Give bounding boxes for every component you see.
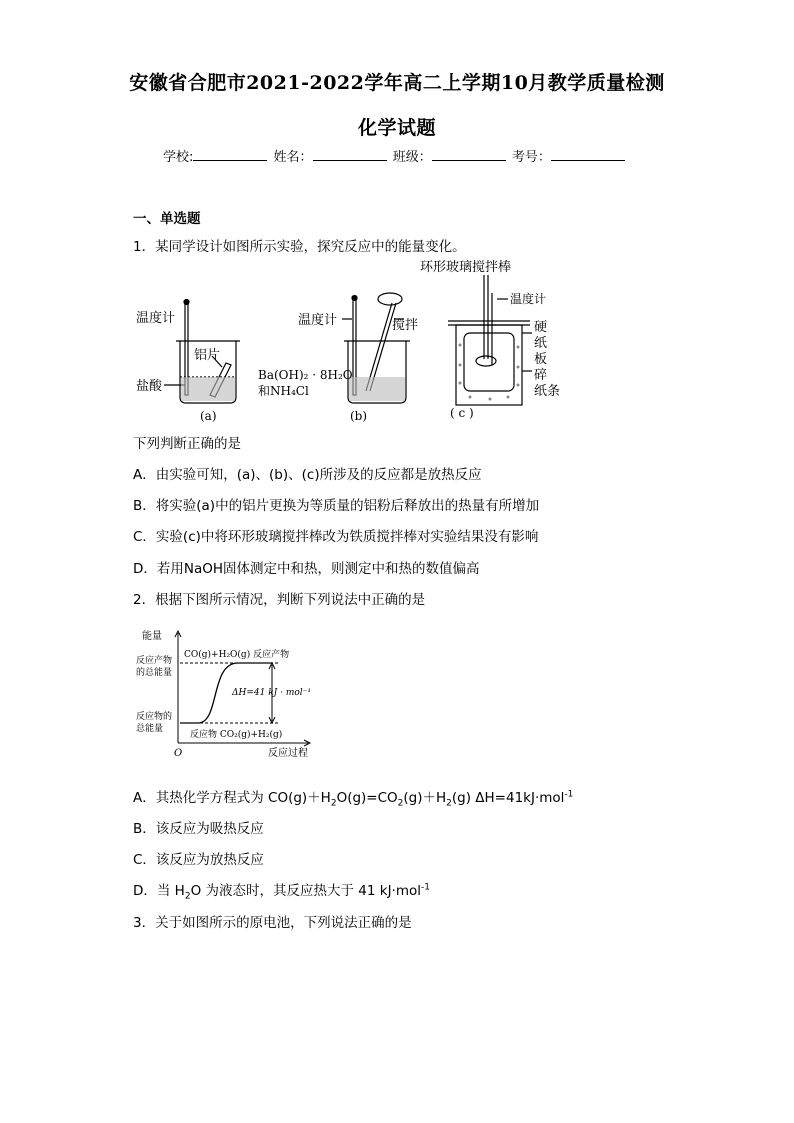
q1-option-d: D．若用NaOH固体测定中和热，则测定中和热的数值偏高 — [133, 561, 480, 577]
q2-a-sup: -1 — [564, 789, 574, 800]
a-thermometer-label: 温度计 — [136, 311, 176, 326]
origin-label: O — [174, 748, 183, 759]
b-stir-label: 搅拌 — [392, 318, 419, 333]
q2-a-sub-1: 2 — [330, 798, 337, 809]
a-al-label: 铝片 — [194, 348, 221, 363]
c-board-1: 硬 — [534, 320, 548, 335]
name-label: 姓名： — [273, 150, 313, 165]
section-heading: 一、单选题 — [133, 211, 201, 227]
c-caption: ( c ) — [450, 406, 474, 420]
q2-d-sub: 2 — [184, 891, 191, 902]
c-board-2: 纸 — [534, 336, 548, 351]
name-blank[interactable] — [313, 148, 387, 161]
x-axis-label: 反应过程 — [268, 748, 308, 759]
c-stirrer-label: 环形玻璃搅拌棒 — [420, 260, 512, 275]
c-paper-1: 碎 — [534, 368, 548, 383]
q1-prompt: 下列判断正确的是 — [133, 436, 241, 452]
student-info-row — [163, 146, 627, 165]
q2-a-text-1: A．其热化学方程式为 CO(g)＋H — [133, 790, 331, 806]
q1-option-b: B．将实验(a)中的铝片更换为等质量的铝粉后释放出的热量有所增加 — [133, 498, 540, 514]
q2-a-sub-3: 2 — [446, 798, 452, 809]
c-board-3: 板 — [534, 352, 548, 367]
q1-stem: 1．某同学设计如图所示实验，探究反应中的能量变化。 — [133, 239, 466, 255]
a-caption: (a) — [200, 409, 217, 423]
q2-option-d — [133, 879, 430, 902]
products-energy-label-2: 的总能量 — [136, 668, 173, 678]
q1-option-a: A．由实验可知，(a)、(b)、(c)所涉及的反应都是放热反应 — [133, 467, 482, 483]
q2-d-text-2: O 为液态时，其反应热大于 41 kJ·mol — [190, 883, 422, 899]
q2-option-a — [133, 786, 573, 809]
q2-a-sub-2: 2 — [397, 798, 404, 809]
exam-title: 安徽省合肥市2021-2022学年高二上学期10月教学质量检测 — [129, 72, 665, 94]
class-blank[interactable] — [432, 148, 506, 161]
reactants-energy-label-2: 总能量 — [136, 724, 164, 734]
q2-a-text-2: O(g)=CO — [336, 790, 398, 806]
q3-stem: 3．关于如图所示的原电池，下列说法正确的是 — [133, 915, 412, 931]
a-hcl-label: 盐酸 — [136, 379, 163, 394]
reactants-bottom-label: 反应物 CO₂(g)+H₂(g) — [190, 730, 283, 740]
b-reagent-line1: Ba(OH)₂ · 8H₂O — [258, 368, 353, 382]
q2-option-c: C．该反应为放热反应 — [133, 852, 264, 868]
delta-h-label: ΔH=41 kJ · mol⁻¹ — [232, 688, 312, 698]
c-paper-2: 纸条 — [534, 384, 561, 399]
exam-subtitle: 化学试题 — [357, 117, 436, 139]
school-label: 学校: — [163, 150, 194, 165]
b-reagent-line2: 和NH₄Cl — [258, 384, 309, 398]
products-energy-label-1: 反应产物 — [136, 656, 173, 666]
class-label: 班级： — [392, 150, 432, 165]
products-top-label: CO(g)+H₂O(g) 反应产物 — [184, 650, 290, 660]
q2-d-text-1: D．当 H — [133, 883, 185, 899]
q1-option-c: C．实验(c)中将环形玻璃搅拌棒改为铁质搅拌棒对实验结果没有影响 — [133, 529, 539, 545]
q1-apparatus-figure — [130, 255, 570, 427]
y-axis-label: 能量 — [142, 631, 162, 642]
q2-energy-diagram — [130, 625, 330, 765]
number-label: 考号： — [511, 150, 551, 165]
q2-option-b: B．该反应为吸热反应 — [133, 821, 264, 837]
q2-a-text-3: (g)＋H — [403, 790, 447, 806]
b-thermometer-label: 温度计 — [298, 313, 338, 328]
q2-stem: 2．根据下图所示情况，判断下列说法中正确的是 — [133, 592, 426, 608]
number-blank[interactable] — [551, 148, 625, 161]
c-thermometer-label: 温度计 — [510, 292, 547, 306]
q2-d-sup: -1 — [421, 882, 430, 893]
reactants-energy-label-1: 反应物的 — [136, 712, 173, 722]
school-blank[interactable] — [193, 148, 267, 161]
q2-a-text-4: (g) ΔH=41kJ·mol — [451, 790, 565, 806]
b-caption: (b) — [350, 409, 368, 423]
